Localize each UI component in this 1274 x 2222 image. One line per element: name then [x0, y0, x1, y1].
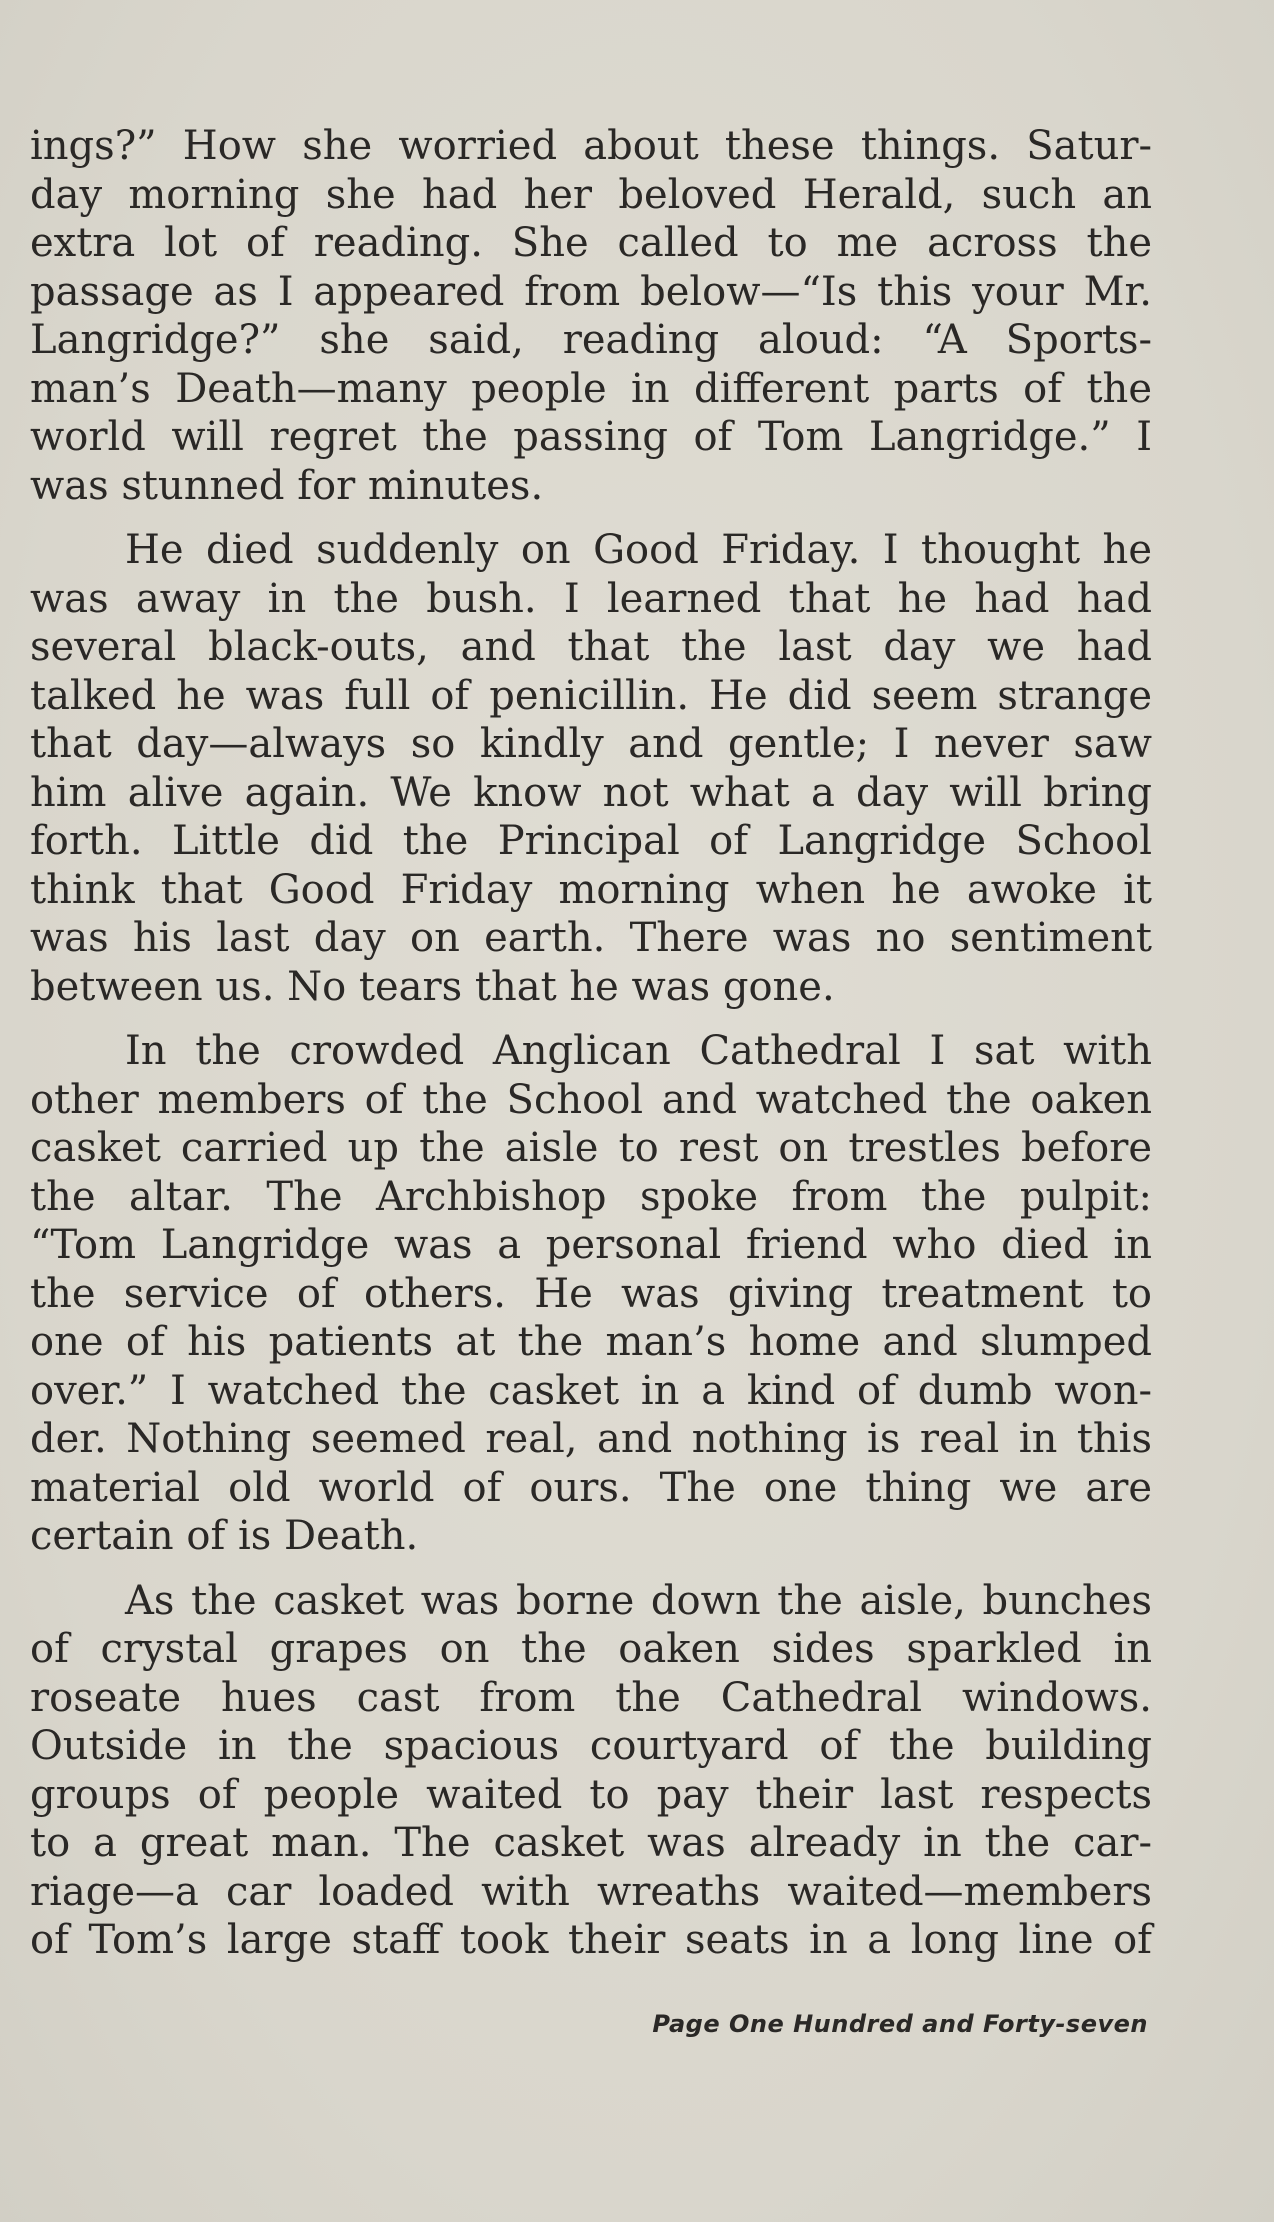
text-line: certain of is Death. — [30, 1513, 419, 1559]
paragraph — [30, 1027, 1152, 1561]
text-line: over.” I watched the casket in a kind of dumb won- — [30, 1367, 1152, 1414]
text-line: extra lot of reading. She called to me across the — [30, 220, 1152, 266]
text-line: material old world of ours. The one thing we are — [30, 1464, 1152, 1511]
text-line: was away in the bush. I learned that he had had — [30, 575, 1152, 622]
text-line: riage—a car loaded with wreaths waited—members — [30, 1868, 1152, 1915]
text-line: Langridge?” she said, reading aloud: “A Sports- — [30, 317, 1152, 363]
text-line: As the casket was borne down the aisle, bunches — [125, 1577, 1152, 1624]
text-line: ings?” How she worried about these things. Satur- — [30, 123, 1152, 169]
text-line: “Tom Langridge was a personal friend who died in — [30, 1222, 1152, 1268]
text-line: several black-outs, and that the last day we had — [30, 624, 1152, 670]
text-line: was stunned for minutes. — [30, 462, 544, 509]
text-line: passage as I appeared from below—“Is this your Mr. — [30, 268, 1152, 315]
text-line: man’s Death—many people in different parts of the — [30, 365, 1152, 412]
text-line: roseate hues cast from the Cathedral windows. — [30, 1674, 1152, 1721]
page-number-footer: Page One Hundred and Forty-seven — [652, 2010, 1148, 2038]
text-line: other members of the School and watched the oaken — [30, 1076, 1152, 1123]
text-line: casket carried up the aisle to rest on trestles before — [30, 1125, 1152, 1171]
text-line: world will regret the passing of Tom Langridge.” I — [30, 414, 1152, 460]
text-line: of crystal grapes on the oaken sides sparkled in — [30, 1626, 1152, 1672]
text-line: talked he was full of penicillin. He did seem strange — [30, 672, 1152, 719]
paragraph — [30, 122, 1152, 510]
text-line: forth. Little did the Principal of Langridge School — [30, 818, 1152, 864]
text-line: think that Good Friday morning when he awoke it — [30, 866, 1152, 913]
text-line: Outside in the spacious courtyard of the building — [30, 1723, 1152, 1769]
text-line: of Tom’s large staff took their seats in a long line of — [30, 1917, 1152, 1963]
text-line: that day—always so kindly and gentle; I never saw — [30, 721, 1152, 767]
text-line: the altar. The Archbishop spoke from the pulpit: — [30, 1173, 1152, 1220]
body-text — [30, 122, 1152, 1981]
text-line: day morning she had her beloved Herald, such an — [30, 171, 1152, 218]
text-line: groups of people waited to pay their last respects — [30, 1771, 1152, 1818]
text-line: the service of others. He was giving treatment to — [30, 1270, 1152, 1317]
text-line: between us. No tears that he was gone. — [30, 963, 835, 1010]
text-line: He died suddenly on Good Friday. I thought he — [125, 527, 1152, 573]
text-line: one of his patients at the man’s home and slumped — [30, 1319, 1152, 1365]
text-line: In the crowded Anglican Cathedral I sat with — [125, 1028, 1152, 1074]
text-line: was his last day on earth. There was no sentiment — [30, 915, 1152, 961]
text-line: him alive again. We know not what a day will bring — [30, 769, 1152, 816]
paragraph — [30, 1577, 1152, 1965]
text-line: to a great man. The casket was already in the car- — [30, 1820, 1152, 1866]
paragraph — [30, 526, 1152, 1011]
text-line: der. Nothing seemed real, and nothing is real in this — [30, 1416, 1152, 1462]
